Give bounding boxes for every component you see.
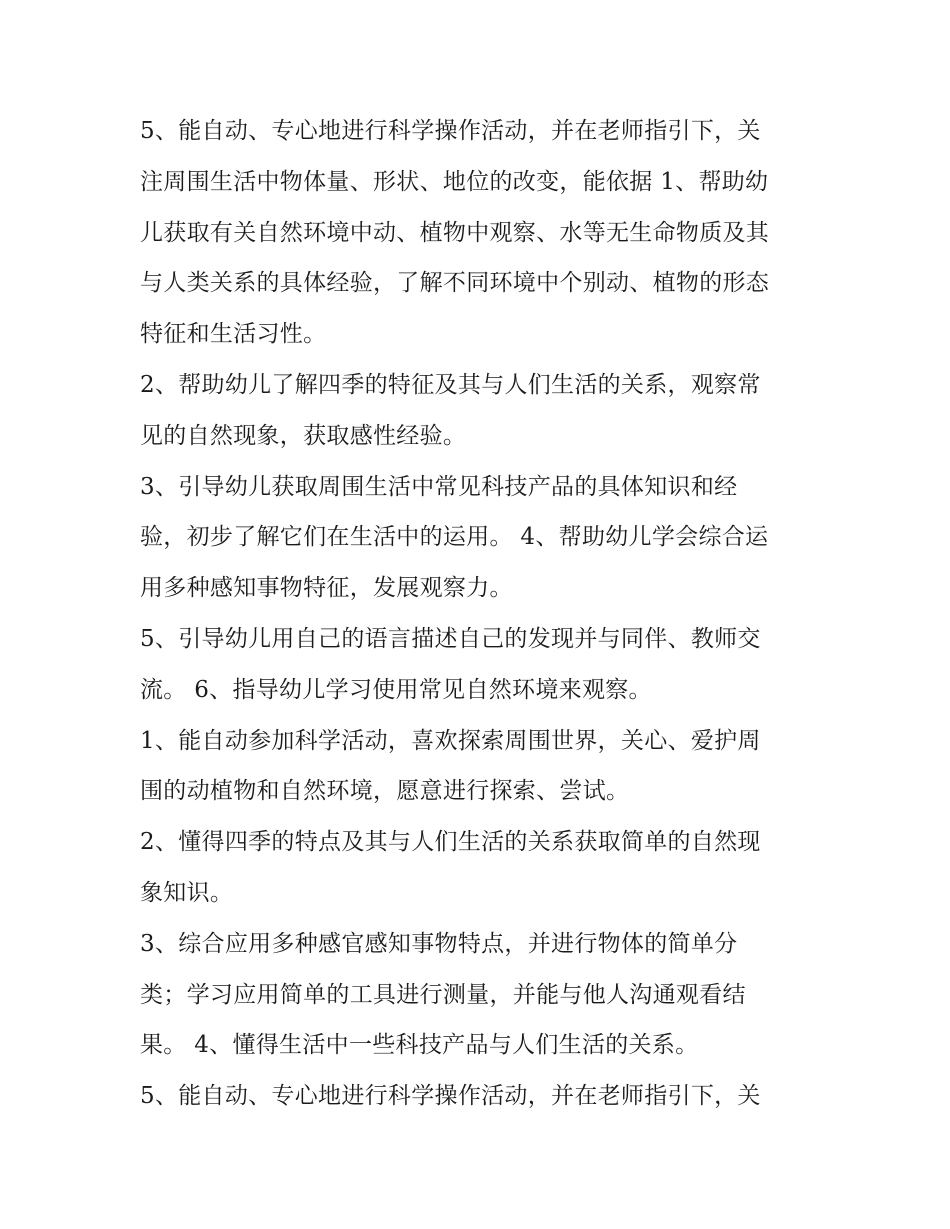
text-line: 3、综合应用多种感官感知事物特点，并进行物体的简单分 xyxy=(140,930,738,957)
text-line: 果。 4、懂得生活中一些科技产品与人们生活的关系。 xyxy=(140,1032,699,1059)
text-line: 验，初步了解它们在生活中的运用。 4、帮助幼儿学会综合运 xyxy=(140,524,769,551)
text-line: 3、引导幼儿获取周围生活中常见科技产品的具体知识和经 xyxy=(140,473,738,500)
text-line: 5、引导幼儿用自己的语言描述自己的发现并与同伴、教师交 xyxy=(140,625,761,652)
text-line: 特征和生活习性。 xyxy=(140,321,327,348)
text-line: 见的自然现象，获取感性经验。 xyxy=(140,422,467,449)
text-line: 用多种感知事物特征，发展观察力。 xyxy=(140,575,513,602)
text-line: 流。 6、指导幼儿学习使用常见自然环境来观察。 xyxy=(140,676,652,703)
text-line: 注周围生活中物体量、形状、地位的改变，能依据 1、帮助幼 xyxy=(140,168,769,195)
text-line: 与人类关系的具体经验，了解不同环境中个别动、植物的形态 xyxy=(140,270,770,297)
text-line: 2、帮助幼儿了解四季的特征及其与人们生活的关系，观察常 xyxy=(140,371,761,398)
text-line: 2、懂得四季的特点及其与人们生活的关系获取简单的自然现 xyxy=(140,829,761,856)
text-line: 1、能自动参加科学活动，喜欢探索周围世界，关心、爱护周 xyxy=(140,727,761,754)
text-line: 类；学习应用简单的工具进行测量，并能与他人沟通观看结 xyxy=(140,981,746,1008)
text-line: 儿获取有关自然环境中动、植物中观察、水等无生命物质及其 xyxy=(140,219,770,246)
text-line: 5、能自动、专心地进行科学操作活动，并在老师指引下，关 xyxy=(140,1083,761,1110)
text-line: 5、能自动、专心地进行科学操作活动，并在老师指引下，关 xyxy=(140,118,761,144)
text-line: 围的动植物和自然环境，愿意进行探索、尝试。 xyxy=(140,778,630,805)
text-line: 象知识。 xyxy=(140,879,234,906)
document-body xyxy=(140,106,820,1122)
